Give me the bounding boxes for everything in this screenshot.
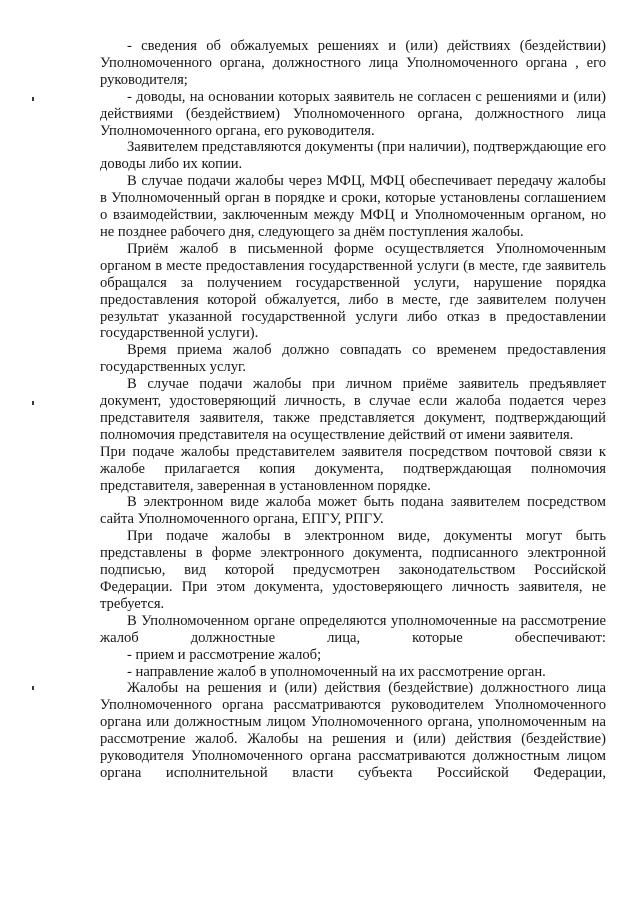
margin-mark xyxy=(32,401,34,405)
document-body xyxy=(100,38,606,782)
paragraph: Время приема жалоб должно совпадать со временем предоставления государственных услуг. xyxy=(100,342,606,376)
paragraph: В случае подачи жалобы при личном приёме заявитель предъявляет документ, удостоверяющий личность, в случае если жалоба подается через представителя заявителя, также представляется документ, подтверждающий полномочия представителя на осуществление действий от имени заявителя. xyxy=(100,376,606,443)
paragraph: При подаче жалобы представителем заявителя посредством почтовой связи к жалобе прилагается копия документа, подтверждающая полномочия представителя, заверенная в установленном порядке. xyxy=(100,443,606,494)
paragraph: В электронном виде жалоба может быть подана заявителем посредством сайта Уполномоченного органа, ЕПГУ, РПГУ. xyxy=(100,494,606,528)
paragraph: Жалобы на решения и (или) действия (бездействие) должностного лица Уполномоченного органа рассматриваются руководителем Уполномоченного органа или должностным лицом Уполномоченного органа, уполномоченным на рассмотрение жалоб. Жалобы на решения и (или) действия (бездействие) руководителя Уполномоченного органа рассматриваются должностным лицом органа исполнительной власти субъекта Российской Федерации, xyxy=(100,680,606,781)
margin-mark xyxy=(32,97,34,101)
paragraph: - прием и рассмотрение жалоб; xyxy=(127,646,322,663)
paragraph: В случае подачи жалобы через МФЦ, МФЦ обеспечивает передачу жалобы в Уполномоченный орган в порядке и сроки, которые установлены соглашением о взаимодействии, заключенным между МФЦ и Уполномоченным органом, но не позднее рабочего дня, следующего за днём поступления жалобы. xyxy=(100,173,606,240)
paragraph: При подаче жалобы в электронном виде, документы могут быть представлены в форме электронного документа, подписанного электронной подписью, вид которой предусмотрен законодательством Российской Федерации. При этом документа, удостоверяющего личность заявителя, не требуется. xyxy=(100,528,606,612)
paragraph: Приём жалоб в письменной форме осуществляется Уполномоченным органом в месте предоставления государственной услуги (в месте, где заявитель обращался за получением государственной услуги, нарушение порядка предоставления которой обжалуется, либо в месте, где заявителем получен результат указанной государственной услуги либо отказ в предоставлении государственной услуги). xyxy=(100,240,606,342)
paragraph: Заявителем представляются документы (при наличии), подтверждающие его доводы либо их копии. xyxy=(100,139,606,173)
paragraph: В Уполномоченном органе определяются уполномоченные на рассмотрение жалоб должностные лица, которые обеспечивают: xyxy=(100,612,606,646)
paragraph: - сведения об обжалуемых решениях и (или) действиях (бездействии) Уполномоченного органа, должностного лица Уполномоченного органа , его руководителя; xyxy=(100,38,606,88)
paragraph: - доводы, на основании которых заявитель не согласен с решениями и (или) действиями (бездействием) Уполномоченного органа, должностного лица Уполномоченного органа, его руководителя. xyxy=(100,88,606,139)
paragraph: - направление жалоб в уполномоченный на их рассмотрение орган. xyxy=(127,663,546,680)
margin-mark xyxy=(32,686,34,690)
